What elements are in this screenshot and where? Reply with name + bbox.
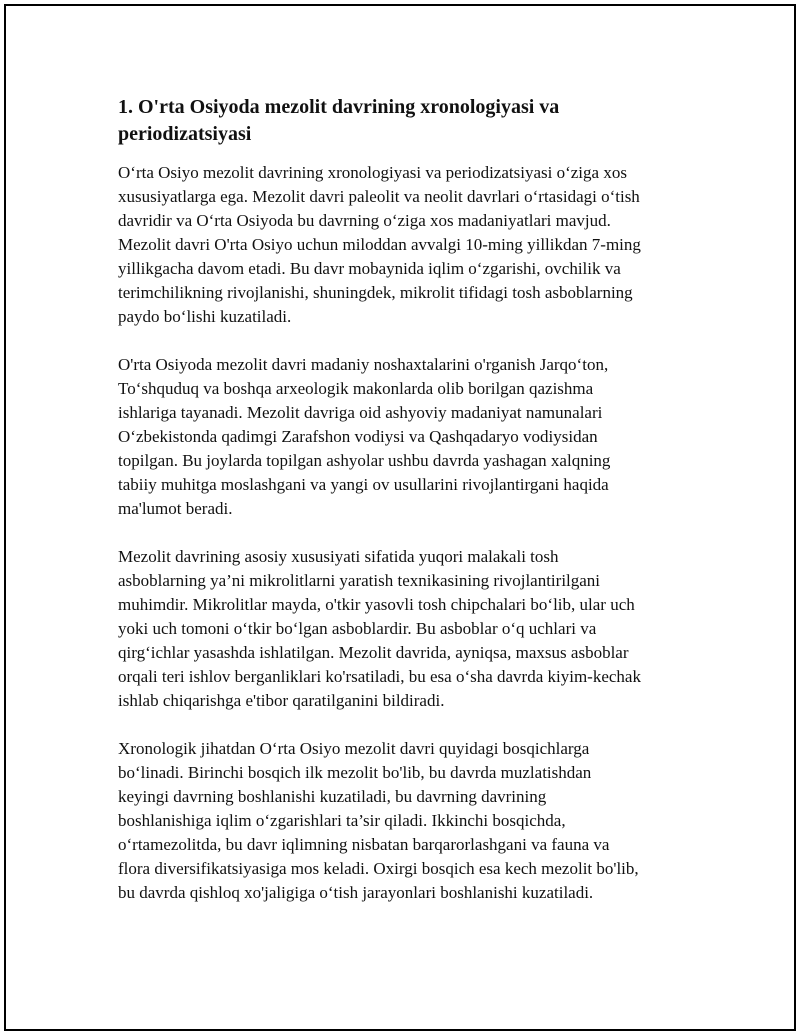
paragraph-1 [118, 161, 688, 329]
text-line: o‘rtamezolitda, bu davr iqlimning nisbatan barqarorlashgani va fauna va [118, 835, 610, 854]
text-line: keyingi davrning boshlanishi kuzatiladi, bu davrning davrining [118, 787, 547, 806]
text-line: davridir va O‘rta Osiyoda bu davrning o‘ziga xos madaniyatlari mavjud. [118, 211, 611, 230]
heading-line: 1. O'rta Osiyoda mezolit davrining xronologiyasi va [118, 96, 560, 118]
paragraph-3 [118, 545, 688, 713]
text-line: paydo bo‘lishi kuzatiladi. [118, 307, 292, 326]
text-line: Mezolit davrining asosiy xususiyati sifatida yuqori malakali tosh [118, 547, 559, 566]
paragraph-2 [118, 353, 688, 521]
text-line: flora diversifikatsiyasiga mos keladi. Oxirgi bosqich esa kech mezolit bo'lib, [118, 859, 639, 878]
text-line: O'rta Osiyoda mezolit davri madaniy noshaxtalarini o'rganish Jarqo‘ton, [118, 355, 609, 374]
text-line: orqali teri ishlov berganliklari ko'rsatiladi, bu esa o‘sha davrda kiyim-kechak [118, 667, 641, 686]
text-line: bu davrda qishloq xo'jaligiga o‘tish jarayonlari boshlanishi kuzatiladi. [118, 883, 594, 902]
text-line: xususiyatlarga ega. Mezolit davri paleolit va neolit davrlari o‘rtasidagi o‘tish [118, 187, 640, 206]
section-heading [118, 94, 688, 148]
text-line: yillikgacha davom etadi. Bu davr mobaynida iqlim o‘zgarishi, ovchilik va [118, 259, 621, 278]
text-line: O‘zbekistonda qadimgi Zarafshon vodiysi va Qashqadaryo vodiysidan [118, 427, 598, 446]
document-body [118, 94, 688, 929]
text-line: Mezolit davri O'rta Osiyo uchun miloddan avvalgi 10-ming yillikdan 7-ming [118, 235, 641, 254]
text-line: ma'lumot beradi. [118, 499, 233, 518]
text-line: terimchilikning rivojlanishi, shuningdek, mikrolit tifidagi tosh asboblarning [118, 283, 633, 302]
text-line: yoki uch tomoni o‘tkir bo‘lgan asboblardir. Bu asboblar o‘q uchlari va [118, 619, 597, 638]
text-line: bo‘linadi. Birinchi bosqich ilk mezolit bo'lib, bu davrda muzlatishdan [118, 763, 592, 782]
text-line: Xronologik jihatdan O‘rta Osiyo mezolit davri quyidagi bosqichlarga [118, 739, 590, 758]
text-line: boshlanishiga iqlim o‘zgarishlari ta’sir qiladi. Ikkinchi bosqichda, [118, 811, 566, 830]
text-line: asboblarning ya’ni mikrolitlarni yaratish texnikasining rivojlantirilgani [118, 571, 601, 590]
text-line: qirg‘ichlar yasashda ishlatilgan. Mezolit davrida, ayniqsa, maxsus asboblar [118, 643, 629, 662]
heading-line: periodizatsiyasi [118, 123, 252, 145]
text-line: topilgan. Bu joylarda topilgan ashyolar ushbu davrda yashagan xalqning [118, 451, 611, 470]
text-line: tabiiy muhitga moslashgani va yangi ov usullarini rivojlantirgani haqida [118, 475, 609, 494]
text-line: ishlariga tayanadi. Mezolit davriga oid ashyoviy madaniyat namunalari [118, 403, 603, 422]
text-line: To‘shquduq va boshqa arxeologik makonlarda olib borilgan qazishma [118, 379, 594, 398]
paragraph-4 [118, 737, 688, 905]
text-line: ishlab chiqarishga e'tibor qaratilganini bildiradi. [118, 691, 445, 710]
text-line: O‘rta Osiyo mezolit davrining xronologiyasi va periodizatsiyasi o‘ziga xos [118, 163, 627, 182]
text-line: muhimdir. Mikrolitlar mayda, o'tkir yasovli tosh chipchalari bo‘lib, ular uch [118, 595, 635, 614]
